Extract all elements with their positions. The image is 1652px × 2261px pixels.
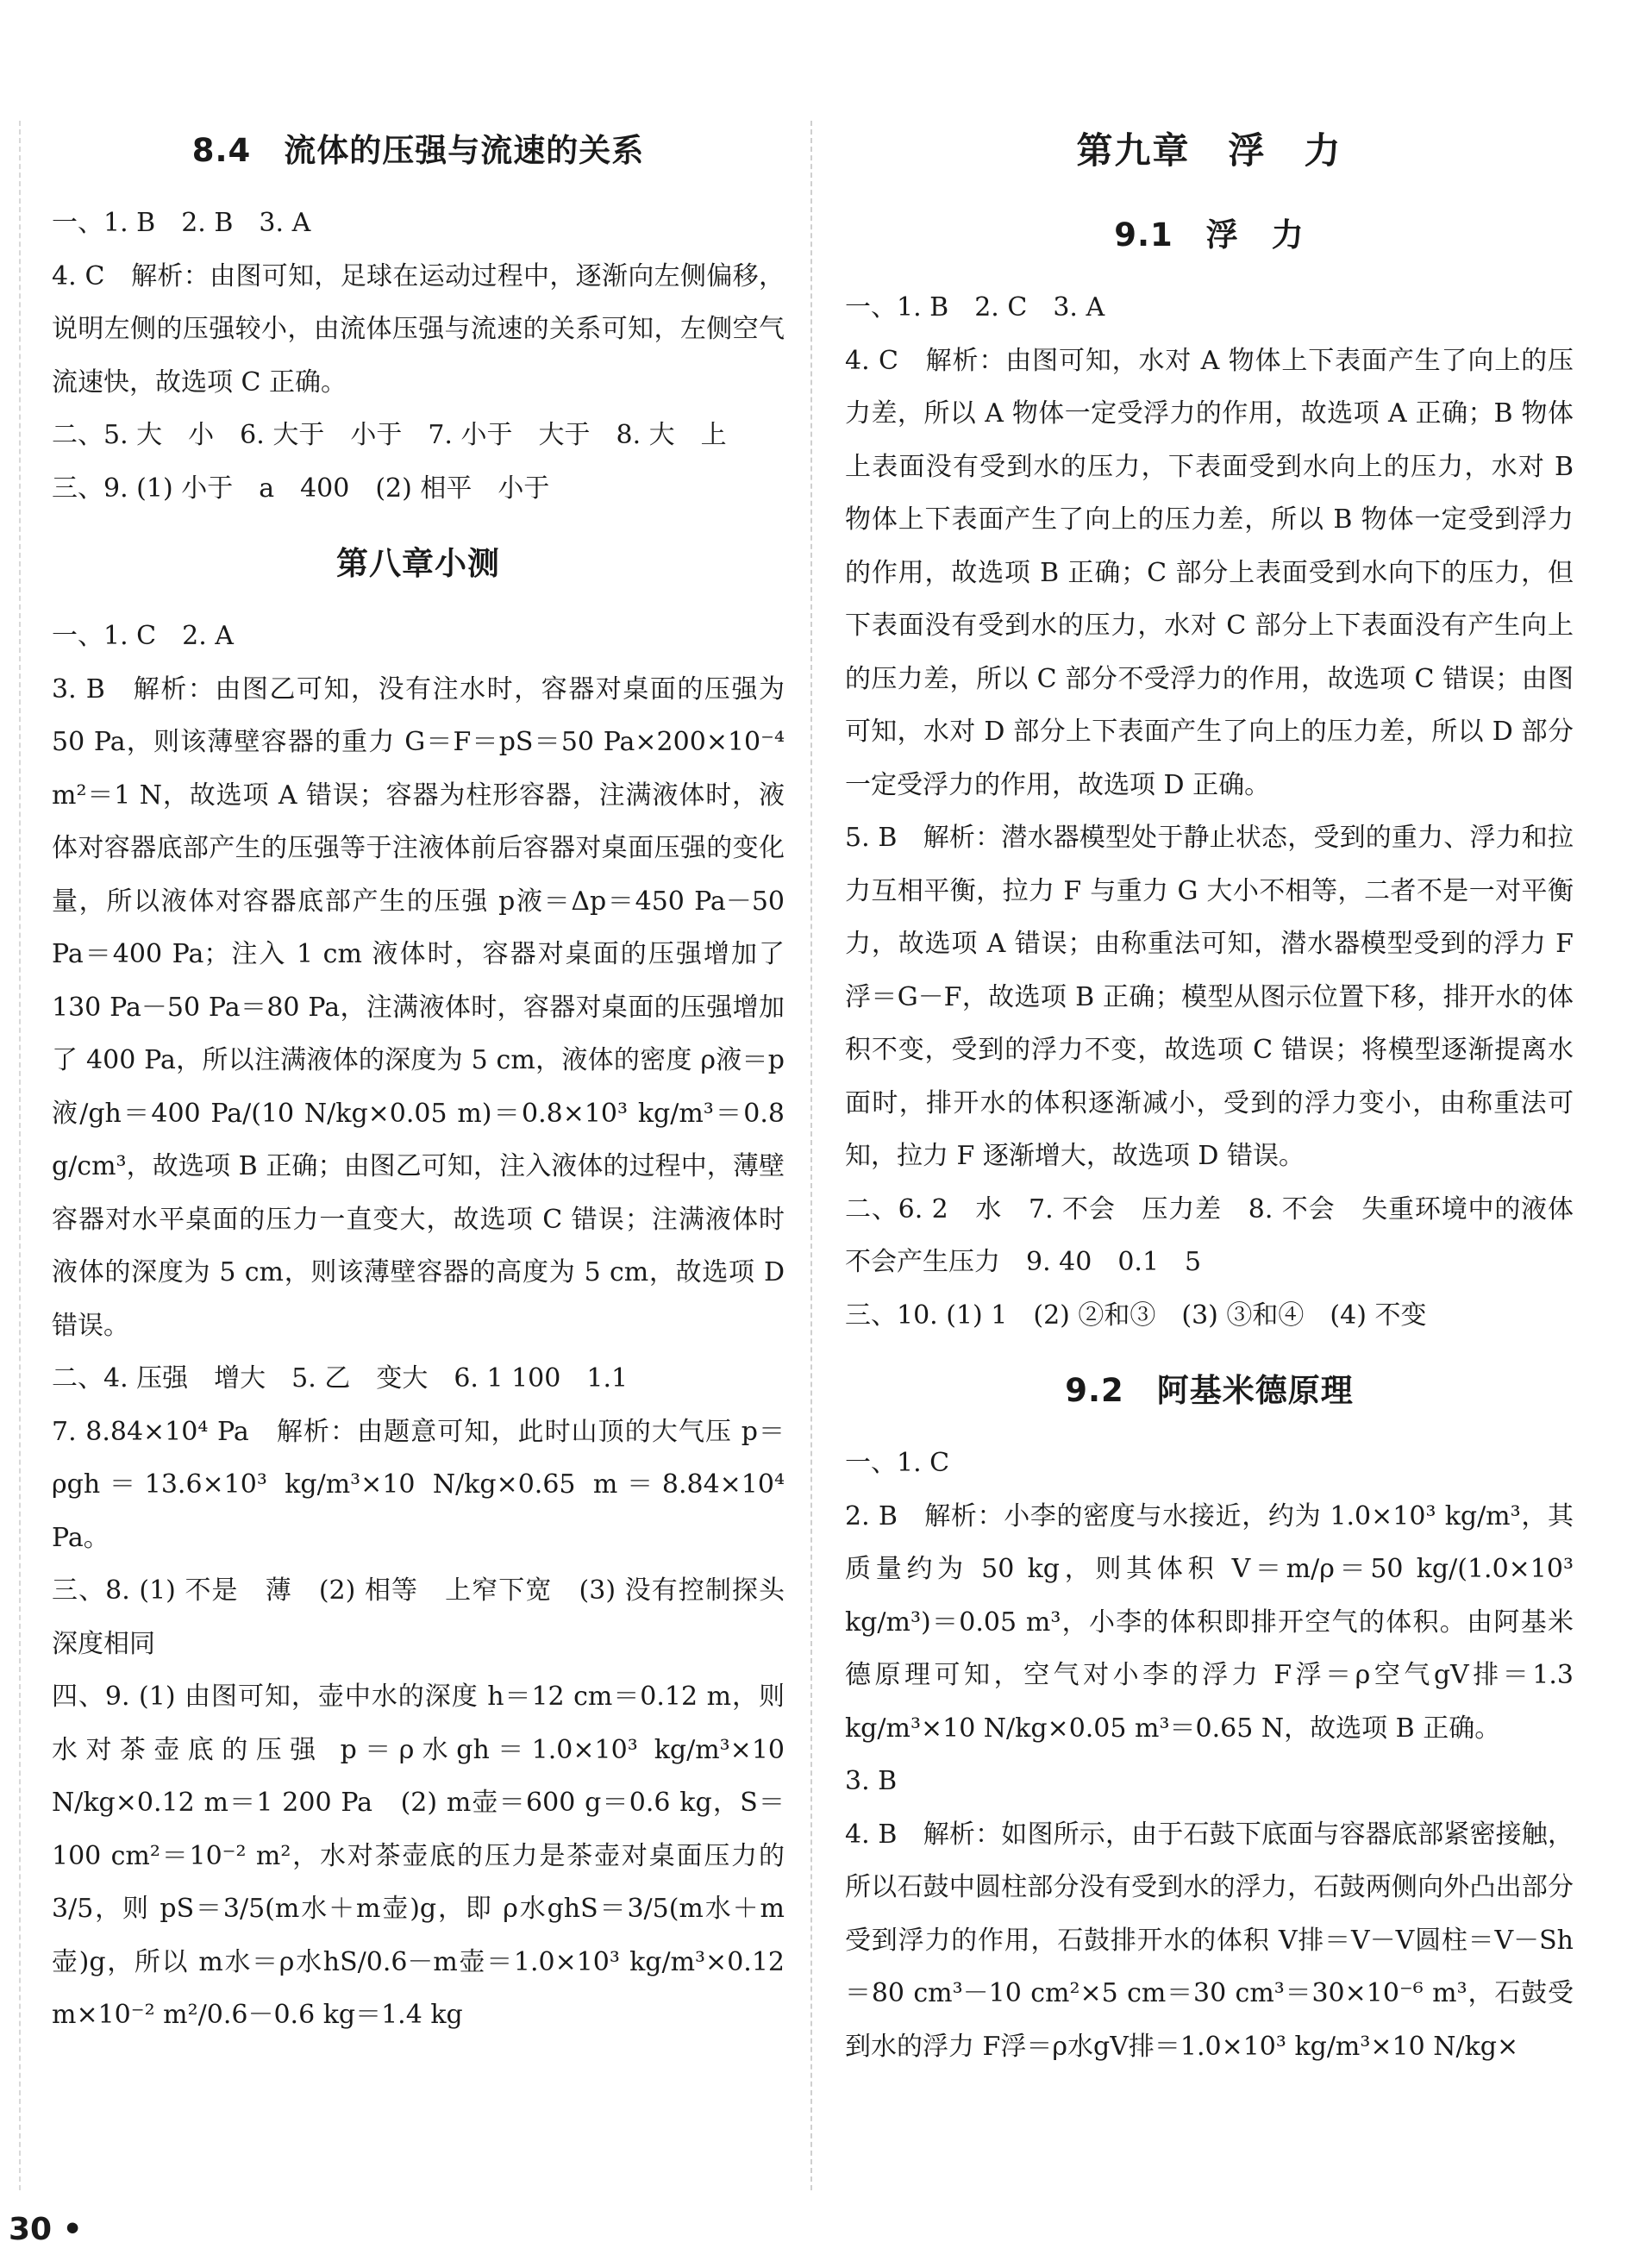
left-column [52,112,793,2042]
section-title-8-4: 8.4 流体的压强与流速的关系 [191,132,645,169]
right-column [845,112,1582,2073]
answer-line: 3. B [845,1766,898,1796]
answer-line: 一、1. C 2. A [52,621,234,651]
answer-line: 三、8. (1) 不是 薄 (2) 相等 上窄下宽 (3) 没有控制探头深度相同 [52,1575,785,1659]
chapter-title-9: 第九章 浮 力 [1076,129,1342,172]
left-margin-rule [19,121,21,2190]
answer-line: 四、9. (1) 由图可知，壶中水的深度 h＝12 cm＝0.12 m，则水对茶壶底的压强 p＝ρ水gh＝1.0×10³ kg/m³×10 N/kg×0.12 m＝1 200 Pa (2) m壶＝600 g＝0.6 kg，S＝100 cm²＝10⁻² m²，水对茶壶底的压力是茶壶对桌面压力的 3/5，则 pS＝3/5(m水＋m壶)g，即 ρ水ghS＝3/5(m水＋m壶)g，所以 m水＝ρ水hS/0.6－m壶＝1.0×10³ kg/m³×0.12 m×10⁻² m²/0.6－0.6 kg＝1.4 kg [52,1682,793,2030]
answer-line: 3. B 解析：由图乙可知，没有注水时，容器对桌面的压强为 50 Pa，则该薄壁容器的重力 G＝F＝pS＝50 Pa×200×10⁻⁴ m²＝1 N，故选项 A 错误；容器为柱形容器，注满液体时，液体对容器底部产生的压强等于注液体前后容器对桌面压强的变化量，所以液体对容器底部产生的压强 p液＝Δp＝450 Pa－50 Pa＝400 Pa；注入 1 cm 液体时，容器对桌面的压强增加了 130 Pa－50 Pa＝80 Pa，注满液体时，容器对桌面的压强增加了 400 Pa，所以注满液体的深度为 5 cm，液体的密度 ρ液＝p液/gh＝400 Pa/(10 N/kg×0.05 m)＝0.8×10³ kg/m³＝0.8 g/cm³，故选项 B 正确；由图乙可知，注入液体的过程中，薄壁容器对水平桌面的压力一直变大，故选项 C 错误；注满液体时液体的深度为 5 cm，则该薄壁容器的高度为 5 cm，故选项 D 错误。 [52,673,793,1341]
column-divider [810,121,812,2190]
answer-line: 4. C 解析：由图可知，水对 A 物体上下表面产生了向上的压力差，所以 A 物体一定受浮力的作用，故选项 A 正确；B 物体上表面没有受到水的压力，下表面受到水向上的压力，水对 B 物体上下表面产生了向上的压力差，所以 B 物体一定受到浮力的作用，故选项 B 正确；C 部分上表面受到水向下的压力，但下表面没有受到水的压力，水对 C 部分上下表面没有产生向上的压力差，所以 C 部分不受浮力的作用，故选项 C 错误；由图可知，水对 D 部分上下表面产生了向上的压力差，所以 D 部分一定受浮力的作用，故选项 D 正确。 [845,345,1582,800]
answer-line: 5. B 解析：潜水器模型处于静止状态，受到的重力、浮力和拉力互相平衡，拉力 F 与重力 G 大小不相等，二者不是一对平衡力，故选项 A 错误；由称重法可知，潜水器模型受到的浮力 F浮＝G－F，故选项 B 正确；模型从图示位置下移，排开水的体积不变，受到的浮力不变，故选项 C 错误；将模型逐渐提离水面时，排开水的体积逐渐减小，受到的浮力变小，由称重法可知，拉力 F 逐渐增大，故选项 D 错误。 [845,823,1574,1171]
answer-line: 4. C 解析：由图可知，足球在运动过程中，逐渐向左侧偏移，说明左侧的压强较小，由流体压强与流速的关系可知，左侧空气流速快，故选项 C 正确。 [52,260,785,398]
answer-line: 4. B 解析：如图所示，由于石鼓下底面与容器底部紧密接触，所以石鼓中圆柱部分没有受到水的浮力，石鼓两侧向外凸出部分受到浮力的作用，石鼓排开水的体积 V排＝V－V圆柱＝V－Sh＝80 cm³－10 cm²×5 cm＝30 cm³＝30×10⁻⁶ m³，石鼓受到水的浮力 F浮＝ρ水gV排＝1.0×10³ kg/m³×10 N/kg× [845,1819,1574,2062]
answer-line: 2. B 解析：小李的密度与水接近，约为 1.0×10³ kg/m³，其质量约为 50 kg，则其体积 V＝m/ρ＝50 kg/(1.0×10³ kg/m³)＝0.05 m³，小李的体积即排开空气的体积。由阿基米德原理可知，空气对小李的浮力 F浮＝ρ空气gV排＝1.3 kg/m³×10 N/kg×0.05 m³＝0.65 N，故选项 B 正确。 [845,1500,1582,1744]
answer-line: 二、6. 2 水 7. 不会 压力差 8. 不会 失重环境中的液体不会产生压力 9. 40 0.1 5 [845,1193,1574,1277]
answer-line: 二、5. 大 小 6. 大于 小于 7. 小于 大于 8. 大 上 [52,420,727,450]
section-title-9-1: 9.1 浮 力 [1114,216,1305,254]
section-title-chapter-8-quiz: 第八章小测 [336,545,500,582]
answer-line: 一、1. C [845,1448,950,1478]
answer-line: 7. 8.84×10⁴ Pa 解析：由题意可知，此时山顶的大气压 p＝ρgh＝13.6×10³ kg/m³×10 N/kg×0.65 m＝8.84×10⁴ Pa。 [52,1416,793,1553]
answer-line: 三、9. (1) 小于 a 400 (2) 相平 小于 [52,473,550,504]
answer-line: 二、4. 压强 增大 5. 乙 变大 6. 1 100 1.1 [52,1363,629,1394]
answer-line: 一、1. B 2. C 3. A [845,292,1105,323]
answer-line: 三、10. (1) 1 (2) ②和③ (3) ③和④ (4) 不变 [845,1300,1427,1331]
answer-line: 一、1. B 2. B 3. A [52,208,311,238]
section-title-9-2: 9.2 阿基米德原理 [1065,1372,1354,1409]
page-number: 30 • [9,2212,83,2247]
